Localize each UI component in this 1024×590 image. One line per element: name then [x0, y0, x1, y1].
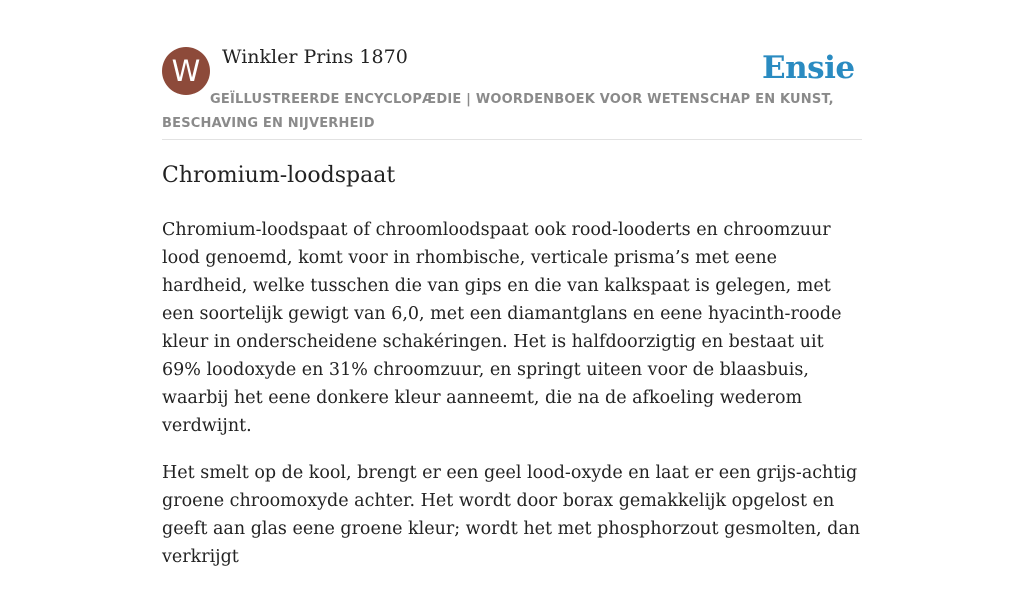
header-divider — [162, 139, 862, 140]
source-subtitle: GEÏLLUSTREERDE ENCYCLOPÆDIE | WOORDENBOEK VOOR WETENSCHAP EN KUNST, BESCHAVING EN NIJVERHEID — [162, 92, 834, 131]
avatar-letter: W — [171, 53, 201, 88]
article-paragraph: Chromium-loodspaat of chroomloodspaat ook rood-looderts en chroomzuur lood genoemd, komt voor in rhombische, verticale prisma’s met eene hardheid, welke tusschen die van gips en die van kalkspaat is gelegen, met een soortelijk gewigt van 6,0, met een diamantglans en eene hyacinth-roode kleur in onderscheidene schakéringen. Het is halfdoorzigtig en bestaat uit 69% loodoxyde en 31% chroomzuur, en springt uiteen voor de blaasbuis, waarbij het eene donkere kleur aanneemt, die na de afkoeling wederom verdwijnt. — [162, 220, 842, 436]
source-title[interactable]: Winkler Prins 1870 — [222, 46, 408, 68]
article-body — [162, 216, 864, 590]
article-paragraph: Het smelt op de kool, brengt er een geel lood-oxyde en laat er een grijs-achtig groene chroomoxyde achter. Het wordt door borax gemakkelijk opgelost en geeft aan glas eene groene kleur; wordt het met phosphorzout gesmolten, dan verkrijgt — [162, 463, 861, 567]
ensie-logo[interactable]: Ensie — [762, 50, 855, 86]
article-title: Chromium-loodspaat — [162, 163, 396, 188]
